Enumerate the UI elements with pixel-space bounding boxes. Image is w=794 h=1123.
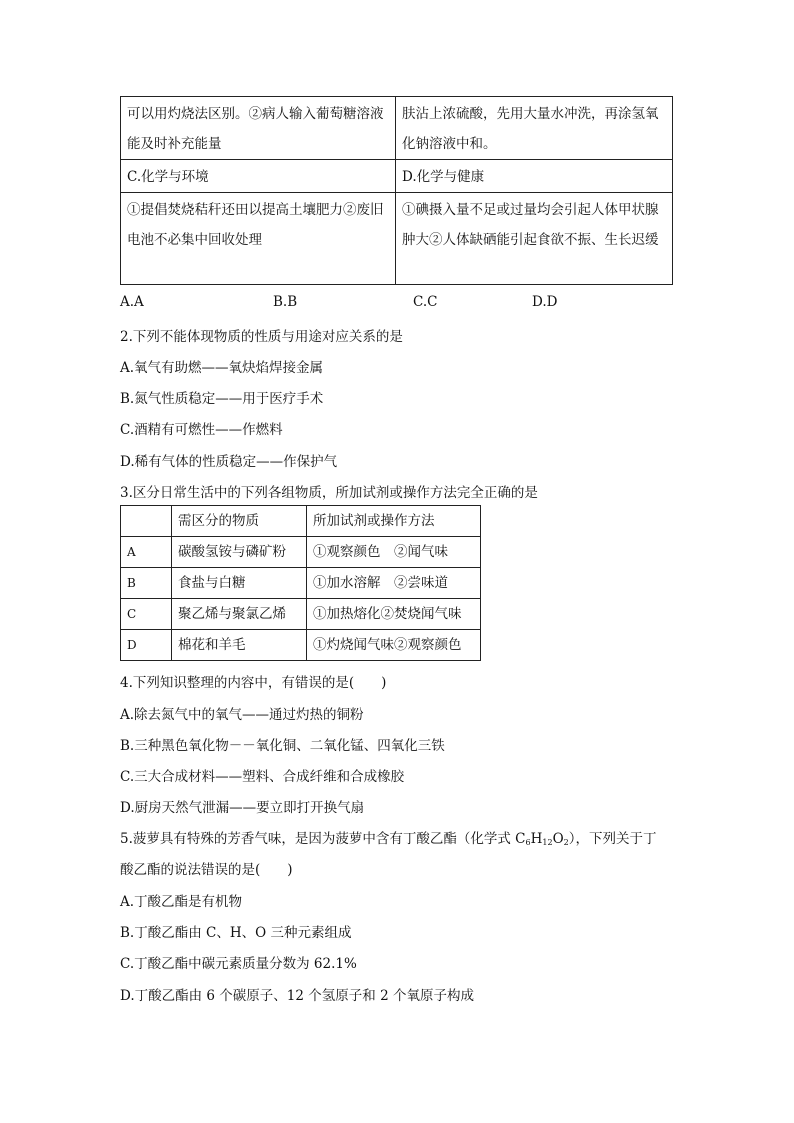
q3-row-b-label: B (121, 568, 172, 599)
q5-option-c: C.丁酸乙酯中碳元素质量分数为 62.1% (120, 956, 357, 972)
q5-stem-line1 (120, 827, 657, 847)
q3-header-empty (121, 506, 172, 537)
q5-stem-before-formula: 5.菠萝具有特殊的芳香气味，是因为菠萝中含有丁酸乙酯（化学式 C (120, 831, 526, 847)
table1-row1-left: 可以用灼烧法区别。②病人输入葡萄糖溶液能及时补充能量 (121, 97, 396, 160)
table1-row3-right: ①碘摄入量不足或过量均会引起人体甲状腺肿大②人体缺硒能引起食欲不振、生长迟缓 (396, 193, 673, 285)
q4-stem: 4.下列知识整理的内容中，有错误的是( ) (120, 675, 387, 691)
q5-formula-o: O (552, 831, 564, 847)
q5-stem-line2: 酸乙酯的说法错误的是( ) (120, 862, 293, 878)
q3-row-c-method: ①加热熔化②焚烧闻气味 (307, 599, 481, 630)
q2-option-c: C.酒精有可燃性——作燃料 (120, 422, 283, 438)
q1-option-a: A.A (120, 294, 144, 310)
q5-formula-sub-c: 6 (525, 838, 531, 847)
q1-option-c: C.C (413, 294, 438, 310)
q2-option-d: D.稀有气体的性质稳定——作保护气 (120, 454, 338, 470)
q3-row-a-method: ①观察颜色 ②闻气味 (307, 537, 481, 568)
table1-row3-left: ①提倡焚烧秸秆还田以提高土壤肥力②废旧电池不必集中回收处理 (121, 193, 396, 285)
q3-row-d-method: ①灼烧闻气味②观察颜色 (307, 630, 481, 661)
q3-row-a-substances: 碳酸氢铵与磷矿粉 (172, 537, 307, 568)
q5-option-d: D.丁酸乙酯由 6 个碳原子、12 个氢原子和 2 个氧原子构成 (120, 988, 474, 1004)
q4-option-c: C.三大合成材料——塑料、合成纤维和合成橡胶 (120, 769, 405, 785)
table1-row2-left: C.化学与环境 (121, 160, 396, 193)
q3-row-c-label: C (121, 599, 172, 630)
q5-formula-h: H (530, 831, 543, 847)
q4-option-d: D.厨房天然气泄漏——要立即打开换气扇 (120, 800, 365, 816)
q3-row-b-method: ①加水溶解 ②尝味道 (307, 568, 481, 599)
q2-option-a: A.氧气有助燃——氧炔焰焊接金属 (120, 360, 324, 376)
q2-option-b: B.氮气性质稳定——用于医疗手术 (120, 391, 324, 407)
question1-table (120, 96, 673, 285)
q3-row-d-substances: 棉花和羊毛 (172, 630, 307, 661)
q5-formula-sub-h: 12 (542, 838, 553, 847)
q3-row-a-label: A (121, 537, 172, 568)
q3-row-c-substances: 聚乙烯与聚氯乙烯 (172, 599, 307, 630)
table1-row2-right: D.化学与健康 (396, 160, 673, 193)
q5-formula-sub-o: 2 (563, 838, 569, 847)
q3-table (120, 505, 481, 661)
q4-option-a: A.除去氮气中的氧气——通过灼热的铜粉 (120, 707, 364, 723)
q3-header-method: 所加试剂或操作方法 (307, 506, 481, 537)
q5-option-a: A.丁酸乙酯是有机物 (120, 894, 243, 910)
q3-row-b-substances: 食盐与白糖 (172, 568, 307, 599)
q1-option-b: B.B (273, 294, 298, 310)
q1-option-d: D.D (532, 294, 558, 310)
q5-option-b: B.丁酸乙酯由 C、H、O 三种元素组成 (120, 925, 352, 941)
q5-stem-after-formula: ），下列关于丁 (568, 831, 657, 847)
q3-header-substances: 需区分的物质 (172, 506, 307, 537)
q3-stem: 3.区分日常生活中的下列各组物质，所加试剂或操作方法完全正确的是 (120, 485, 538, 501)
table1-row1-right: 肤沾上浓硫酸，先用大量水冲洗，再涂氢氧化钠溶液中和。 (396, 97, 673, 160)
q2-stem: 2.下列不能体现物质的性质与用途对应关系的是 (120, 329, 403, 345)
q3-row-d-label: D (121, 630, 172, 661)
q4-option-b: B.三种黑色氧化物－－氧化铜、二氧化锰、四氧化三铁 (120, 738, 445, 754)
